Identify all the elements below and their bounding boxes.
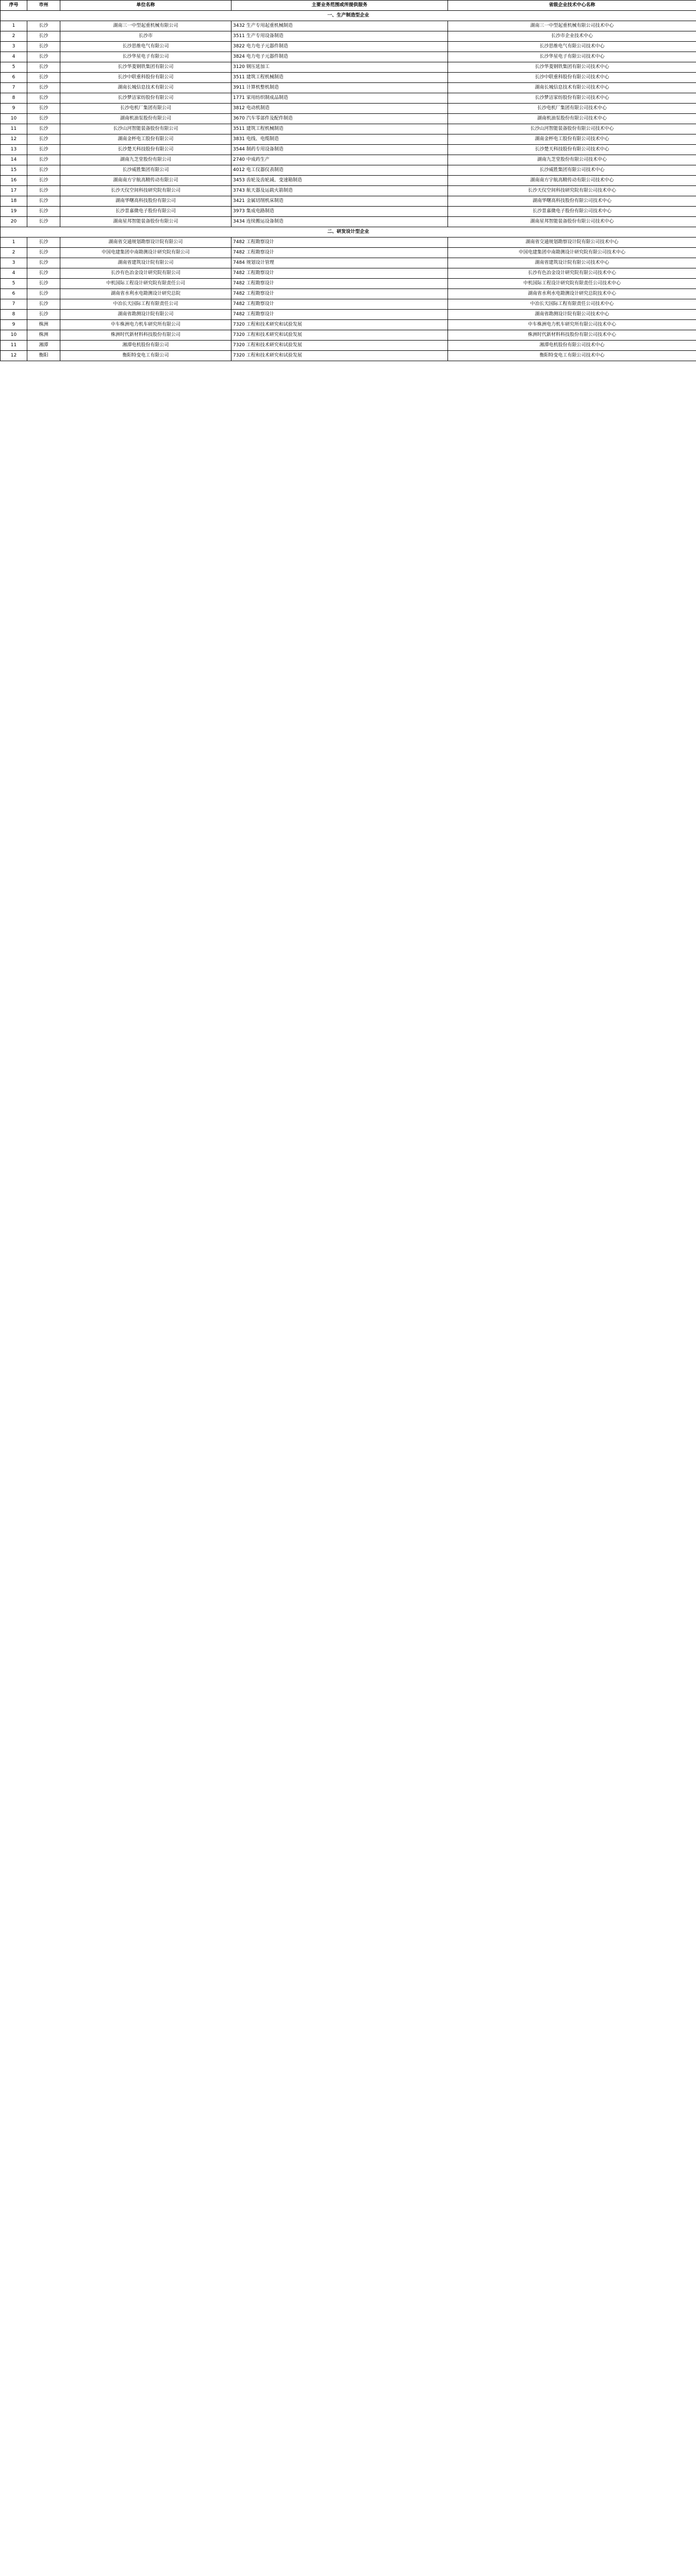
cell-tech-center: 长沙中联重科股份有限公司技术中心 <box>448 73 696 83</box>
table-body <box>1 11 696 361</box>
cell-company: 湖南南方宇航高精传动有限公司 <box>60 176 231 186</box>
cell-business: 3511 生产专用设备制造 <box>231 31 448 42</box>
enterprise-table <box>0 0 696 361</box>
table-row <box>1 21 696 31</box>
table-header-row <box>1 1 696 11</box>
table-row <box>1 207 696 217</box>
cell-tech-center: 中机国际工程设计研究院有限责任公司技术中心 <box>448 279 696 289</box>
cell-tech-center: 湘潭电机股份有限公司技术中心 <box>448 341 696 351</box>
cell-business: 2740 中成药生产 <box>231 155 448 165</box>
cell-tech-center: 湖南省水利水电勘测设计研究总院技术中心 <box>448 289 696 299</box>
cell-company: 中冶长天国际工程有限责任公司 <box>60 299 231 310</box>
cell-business: 7482 工程勘察设计 <box>231 299 448 310</box>
cell-company: 长沙天仪空间科技研究院有限公司 <box>60 186 231 196</box>
table-row <box>1 42 696 52</box>
cell-tech-center: 长沙电机厂集团有限公司技术中心 <box>448 104 696 114</box>
cell-business: 3831 电线、电缆制造 <box>231 134 448 145</box>
cell-business: 3434 连续搬运设备制造 <box>231 217 448 227</box>
header-tech-center: 省级企业技术中心名称 <box>448 1 696 11</box>
cell-company: 湖南省建筑设计院有限公司 <box>60 258 231 268</box>
cell-city: 长沙 <box>27 134 60 145</box>
cell-company: 长沙景嘉微电子股份有限公司 <box>60 207 231 217</box>
cell-index: 19 <box>1 207 27 217</box>
section-title: 一、生产制造型企业 <box>1 11 696 21</box>
cell-tech-center: 湖南星邦智能装备股份有限公司技术中心 <box>448 217 696 227</box>
cell-tech-center: 中国电建集团中南勘测设计研究院有限公司技术中心 <box>448 248 696 258</box>
table-row <box>1 289 696 299</box>
cell-index: 6 <box>1 289 27 299</box>
cell-city: 长沙 <box>27 258 60 268</box>
cell-business: 7482 工程勘察设计 <box>231 268 448 279</box>
cell-business: 7320 工程和技术研究和试验发展 <box>231 341 448 351</box>
cell-company: 长沙华菱钢铁集团有限公司 <box>60 62 231 73</box>
cell-index: 2 <box>1 248 27 258</box>
table-row <box>1 31 696 42</box>
cell-city: 长沙 <box>27 42 60 52</box>
header-city: 市州 <box>27 1 60 11</box>
cell-city: 湘潭 <box>27 341 60 351</box>
cell-business: 7482 工程勘察设计 <box>231 310 448 320</box>
cell-tech-center: 长沙梦洁家纺股份有限公司技术中心 <box>448 93 696 104</box>
cell-index: 12 <box>1 351 27 361</box>
cell-company: 长沙威胜集团有限公司 <box>60 165 231 176</box>
table-row <box>1 320 696 330</box>
cell-company: 长沙有色冶金设计研究院有限公司 <box>60 268 231 279</box>
table-row <box>1 124 696 134</box>
cell-business: 3973 集成电路制造 <box>231 207 448 217</box>
cell-company: 湖南机油泵股份有限公司 <box>60 114 231 124</box>
cell-index: 6 <box>1 73 27 83</box>
cell-company: 湖南华曙高科技股份有限公司 <box>60 196 231 207</box>
cell-index: 15 <box>1 165 27 176</box>
cell-business: 7320 工程和技术研究和试验发展 <box>231 351 448 361</box>
cell-company: 湖南省水利水电勘测设计研究总院 <box>60 289 231 299</box>
cell-tech-center: 长沙市企业技术中心 <box>448 31 696 42</box>
cell-tech-center: 湖南九芝堂股份有限公司技术中心 <box>448 155 696 165</box>
table-row <box>1 217 696 227</box>
cell-city: 长沙 <box>27 238 60 248</box>
cell-business: 3511 建筑工程机械制造 <box>231 73 448 83</box>
cell-company: 长沙梦洁家纺股份有限公司 <box>60 93 231 104</box>
cell-company: 中国电建集团中南勘测设计研究院有限公司 <box>60 248 231 258</box>
table-row <box>1 341 696 351</box>
cell-tech-center: 长沙天仪空间科技研究院有限公司技术中心 <box>448 186 696 196</box>
cell-index: 18 <box>1 196 27 207</box>
cell-index: 12 <box>1 134 27 145</box>
cell-index: 5 <box>1 62 27 73</box>
cell-index: 9 <box>1 104 27 114</box>
table-row <box>1 73 696 83</box>
cell-index: 10 <box>1 330 27 341</box>
header-index: 序号 <box>1 1 27 11</box>
cell-city: 长沙 <box>27 289 60 299</box>
table-row <box>1 52 696 62</box>
cell-tech-center: 湖南南方宇航高精传动有限公司技术中心 <box>448 176 696 186</box>
cell-tech-center: 长沙景嘉微电子股份有限公司技术中心 <box>448 207 696 217</box>
table-row <box>1 114 696 124</box>
cell-city: 长沙 <box>27 73 60 83</box>
cell-business: 7320 工程和技术研究和试验发展 <box>231 330 448 341</box>
section-title: 二、研发设计型企业 <box>1 227 696 238</box>
cell-tech-center: 长沙威胜集团有限公司技术中心 <box>448 165 696 176</box>
cell-city: 株洲 <box>27 330 60 341</box>
table-row <box>1 145 696 155</box>
cell-tech-center: 株洲时代新材料科技股份有限公司技术中心 <box>448 330 696 341</box>
cell-business: 3421 金属切削机床制造 <box>231 196 448 207</box>
cell-tech-center: 长沙山河智能装备股份有限公司技术中心 <box>448 124 696 134</box>
table-row <box>1 238 696 248</box>
cell-business: 1771 家用纺织制成品制造 <box>231 93 448 104</box>
cell-tech-center: 中冶长天国际工程有限责任公司技术中心 <box>448 299 696 310</box>
cell-index: 1 <box>1 21 27 31</box>
table-row <box>1 83 696 93</box>
cell-company: 衡阳特变电工有限公司 <box>60 351 231 361</box>
cell-city: 长沙 <box>27 104 60 114</box>
cell-city: 衡阳 <box>27 351 60 361</box>
header-company: 单位名称 <box>60 1 231 11</box>
cell-tech-center: 湖南长城信息技术有限公司技术中心 <box>448 83 696 93</box>
cell-city: 长沙 <box>27 196 60 207</box>
cell-business: 3120 钢压延加工 <box>231 62 448 73</box>
cell-company: 中车株洲电力机车研究所有限公司 <box>60 320 231 330</box>
cell-city: 长沙 <box>27 310 60 320</box>
cell-city: 长沙 <box>27 52 60 62</box>
cell-city: 长沙 <box>27 155 60 165</box>
table-row <box>1 279 696 289</box>
cell-company: 湖南三一中型起重机械有限公司 <box>60 21 231 31</box>
cell-business: 3511 建筑工程机械制造 <box>231 124 448 134</box>
cell-city: 长沙 <box>27 268 60 279</box>
table-row <box>1 155 696 165</box>
cell-company: 长沙市 <box>60 31 231 42</box>
cell-company: 长沙楚天科技股份有限公司 <box>60 145 231 155</box>
cell-tech-center: 湖南省交通规划勘察设计院有限公司技术中心 <box>448 238 696 248</box>
cell-tech-center: 湖南省勘测设计院有限公司技术中心 <box>448 310 696 320</box>
cell-company: 湖南长城信息技术有限公司 <box>60 83 231 93</box>
cell-tech-center: 长沙楚天科技股份有限公司技术中心 <box>448 145 696 155</box>
cell-company: 长沙山河智能装备股份有限公司 <box>60 124 231 134</box>
header-business: 主要业务范围或所提供服务 <box>231 1 448 11</box>
cell-index: 20 <box>1 217 27 227</box>
cell-city: 长沙 <box>27 93 60 104</box>
cell-business: 7482 工程勘察设计 <box>231 279 448 289</box>
cell-business: 3670 汽车零部件及配件制造 <box>231 114 448 124</box>
cell-index: 14 <box>1 155 27 165</box>
table-row <box>1 104 696 114</box>
cell-business: 3432 生产专用起重机械制造 <box>231 21 448 31</box>
cell-index: 13 <box>1 145 27 155</box>
cell-business: 3453 齿轮及齿轮减、变速箱制造 <box>231 176 448 186</box>
cell-index: 7 <box>1 299 27 310</box>
cell-city: 长沙 <box>27 217 60 227</box>
cell-tech-center: 湖南机油泵股份有限公司技术中心 <box>448 114 696 124</box>
cell-business: 7320 工程和技术研究和试验发展 <box>231 320 448 330</box>
cell-company: 长沙华星电子有限公司 <box>60 52 231 62</box>
cell-business: 3911 计算机整机制造 <box>231 83 448 93</box>
table-row <box>1 351 696 361</box>
table-row <box>1 268 696 279</box>
cell-tech-center: 长沙华菱钢铁集团有限公司技术中心 <box>448 62 696 73</box>
table-row <box>1 62 696 73</box>
table-row <box>1 310 696 320</box>
table-row <box>1 93 696 104</box>
cell-index: 8 <box>1 93 27 104</box>
cell-company: 湖南金杯电工股份有限公司 <box>60 134 231 145</box>
cell-city: 长沙 <box>27 207 60 217</box>
cell-tech-center: 长沙有色冶金设计研究院有限公司技术中心 <box>448 268 696 279</box>
table-row <box>1 330 696 341</box>
cell-city: 长沙 <box>27 248 60 258</box>
section-row <box>1 11 696 21</box>
cell-tech-center: 长沙华星电子有限公司技术中心 <box>448 52 696 62</box>
cell-index: 1 <box>1 238 27 248</box>
document <box>0 0 696 361</box>
cell-index: 8 <box>1 310 27 320</box>
cell-company: 长沙中联重科股份有限公司 <box>60 73 231 83</box>
cell-business: 7482 工程勘察设计 <box>231 248 448 258</box>
cell-company: 中机国际工程设计研究院有限责任公司 <box>60 279 231 289</box>
cell-business: 3824 电力电子元器件制造 <box>231 52 448 62</box>
cell-company: 长沙电机厂集团有限公司 <box>60 104 231 114</box>
cell-tech-center: 湖南三一中型起重机械有限公司技术中心 <box>448 21 696 31</box>
cell-tech-center: 衡阳特变电工有限公司技术中心 <box>448 351 696 361</box>
cell-index: 3 <box>1 42 27 52</box>
cell-city: 长沙 <box>27 124 60 134</box>
cell-city: 长沙 <box>27 31 60 42</box>
cell-business: 7482 工程勘察设计 <box>231 289 448 299</box>
cell-company: 湖南省交通规划勘察设计院有限公司 <box>60 238 231 248</box>
cell-city: 长沙 <box>27 62 60 73</box>
table-row <box>1 196 696 207</box>
cell-city: 株洲 <box>27 320 60 330</box>
cell-business: 3544 制药专用设备制造 <box>231 145 448 155</box>
cell-city: 长沙 <box>27 279 60 289</box>
table-row <box>1 248 696 258</box>
section-row <box>1 227 696 238</box>
cell-company: 湖南省勘测设计院有限公司 <box>60 310 231 320</box>
cell-business: 3822 电力电子元器件制造 <box>231 42 448 52</box>
cell-tech-center: 湖南省建筑设计院有限公司技术中心 <box>448 258 696 268</box>
cell-business: 7482 工程勘察设计 <box>231 238 448 248</box>
cell-city: 长沙 <box>27 145 60 155</box>
cell-city: 长沙 <box>27 21 60 31</box>
cell-company: 长沙思维电气有限公司 <box>60 42 231 52</box>
cell-index: 10 <box>1 114 27 124</box>
cell-tech-center: 长沙思维电气有限公司技术中心 <box>448 42 696 52</box>
cell-tech-center: 湖南金杯电工股份有限公司技术中心 <box>448 134 696 145</box>
table-row <box>1 186 696 196</box>
cell-index: 17 <box>1 186 27 196</box>
cell-city: 长沙 <box>27 114 60 124</box>
cell-company: 湖南九芝堂股份有限公司 <box>60 155 231 165</box>
cell-business: 3812 电动机制造 <box>231 104 448 114</box>
cell-business: 7484 规划设计管理 <box>231 258 448 268</box>
cell-index: 3 <box>1 258 27 268</box>
cell-tech-center: 中车株洲电力机车研究所有限公司技术中心 <box>448 320 696 330</box>
cell-index: 16 <box>1 176 27 186</box>
cell-company: 株洲时代新材料科技股份有限公司 <box>60 330 231 341</box>
cell-city: 长沙 <box>27 83 60 93</box>
cell-city: 长沙 <box>27 299 60 310</box>
table-row <box>1 176 696 186</box>
table-row <box>1 165 696 176</box>
cell-city: 长沙 <box>27 165 60 176</box>
cell-company: 湖南星邦智能装备股份有限公司 <box>60 217 231 227</box>
table-row <box>1 134 696 145</box>
cell-index: 11 <box>1 124 27 134</box>
cell-index: 4 <box>1 52 27 62</box>
cell-index: 7 <box>1 83 27 93</box>
cell-company: 湘潭电机股份有限公司 <box>60 341 231 351</box>
cell-business: 3743 航天器及运载火箭制造 <box>231 186 448 196</box>
cell-business: 4012 电工仪器仪表制造 <box>231 165 448 176</box>
table-row <box>1 299 696 310</box>
cell-tech-center: 湖南华曙高科技股份有限公司技术中心 <box>448 196 696 207</box>
cell-index: 9 <box>1 320 27 330</box>
cell-index: 4 <box>1 268 27 279</box>
cell-index: 11 <box>1 341 27 351</box>
cell-city: 长沙 <box>27 176 60 186</box>
cell-city: 长沙 <box>27 186 60 196</box>
cell-index: 2 <box>1 31 27 42</box>
cell-index: 5 <box>1 279 27 289</box>
table-row <box>1 258 696 268</box>
